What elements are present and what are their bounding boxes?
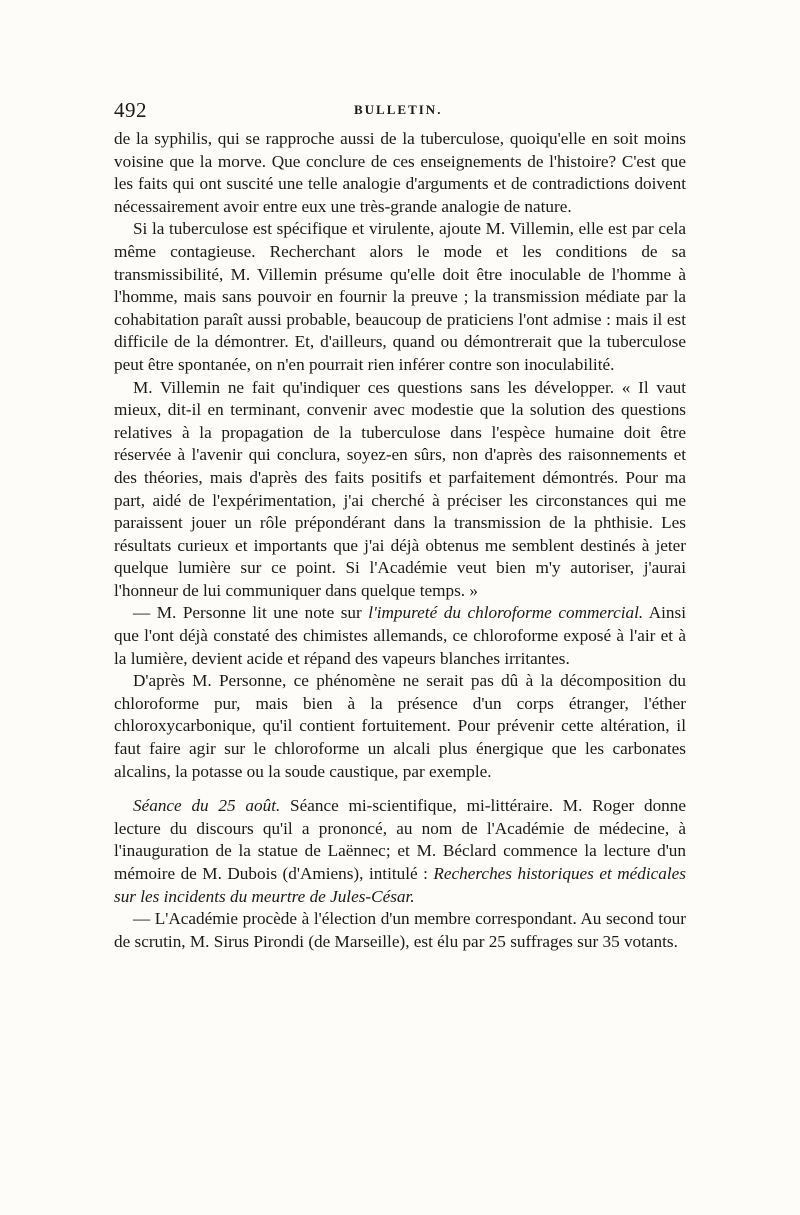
text-segment: Séance mi-scientifique, mi-littéraire. M. Roger donne lecture du discours qu'il a prononcé, au nom de l'Académie de médecine, à l'inauguration de la statue de Laënnec; et M. Béclard commence la lecture d'un mémoire de M. Dubois (d'Amiens), intitulé : <box>114 796 686 883</box>
text-segment: Si la tuberculose est spécifique et virulente, ajoute M. Villemin, elle est par cela même contagieuse. Recherchant alors le mode et les conditions de sa transmissibilité, M. Villemin présume qu'elle doit être inoculable de l'homme à l'homme, mais sans pouvoir en fournir la preuve ; la transmission médiate par la cohabitation paraît aussi probable, beaucoup de praticiens l'ont admise : mais il est difficile de la démontrer. Et, d'ailleurs, quand ou démontrerait que la tuberculose peut être spontanée, on n'en pourrait rien inférer contre son inoculabilité. <box>114 219 686 374</box>
text-segment: D'après M. Personne, ce phénomène ne serait pas dû à la décomposition du chloroforme pur, mais bien à la présence d'un corps étranger, l'éther chloroxycarbonique, qu'il contient fortuitement. Pour prévenir cette altération, il faut faire agir sur le chloroforme un alcali plus énergique que les carbonates alcalins, la potasse ou la soude caustique, par exemple. <box>114 671 686 781</box>
text-segment: M. Villemin ne fait qu'indiquer ces questions sans les développer. « Il vaut mieux, dit-il en terminant, convenir avec modestie que la solution des questions relatives à la propagation de la tuberculose dans l'espèce humaine doit être réservée à l'avenir qui conclura, soyez-en sûrs, non d'après des raisonnements et des théories, mais d'après des faits positifs et parfaitement démontrés. Pour ma part, aidé de l'expérimentation, j'ai cherché à préciser les circonstances qui me paraissent jouer un rôle prépondérant dans la transmission de la phthisie. Les résultats curieux et importants que j'ai déjà obtenus me semblent destinés à jeter quelque lumière sur ce point. Si l'Académie veut bien m'y autoriser, j'aurai l'honneur de lui communiquer dans quelque temps. » <box>114 377 686 600</box>
paragraph-villemin-quote <box>114 377 686 603</box>
paragraph-tuberculosis-contagion <box>114 218 686 376</box>
text-segment: — L'Académie procède à l'élection d'un membre correspondant. Au second tour de scrutin, M. Sirus Pirondi (de Marseille), est élu par 25 suffrages sur 35 votants. <box>114 909 686 951</box>
paragraph-seance-25-aout <box>114 795 686 908</box>
text-segment: — M. Personne lit une note sur <box>133 603 369 623</box>
italic-title: Recherches historiques et médicales sur les incidents du meurtre de Jules-César. <box>114 864 686 906</box>
text-segment: Ainsi que l'ont déjà constaté des chimistes allemands, ce chloroforme exposé à l'air et à la lumière, devient acide et répand des vapeurs blanches irritantes. <box>114 603 686 668</box>
italic-title: l'impureté du chloroforme commercial. <box>368 603 644 623</box>
paragraph-syphilis-analogy <box>114 128 686 218</box>
paragraph-chloroform-note <box>114 602 686 670</box>
text-segment: de la syphilis, qui se rapproche aussi de la tuberculose, quoiqu'elle en soit moins voisine que la morve. Que conclure de ces enseignements de l'histoire? C'est que les faits qui ont suscité une telle analogie d'arguments et de contradictions doivent nécessairement avoir entre eux une très-grande analogie de nature. <box>114 129 686 216</box>
page-header <box>114 98 686 128</box>
page-body <box>114 128 686 953</box>
paragraph-election <box>114 908 686 953</box>
page-number: 492 <box>114 98 147 122</box>
book-page <box>114 98 686 953</box>
running-head: BULLETIN. <box>354 102 443 117</box>
section-gap <box>114 783 686 795</box>
paragraph-chloroform-explanation <box>114 670 686 783</box>
session-date: Séance du 25 août. <box>133 796 281 816</box>
